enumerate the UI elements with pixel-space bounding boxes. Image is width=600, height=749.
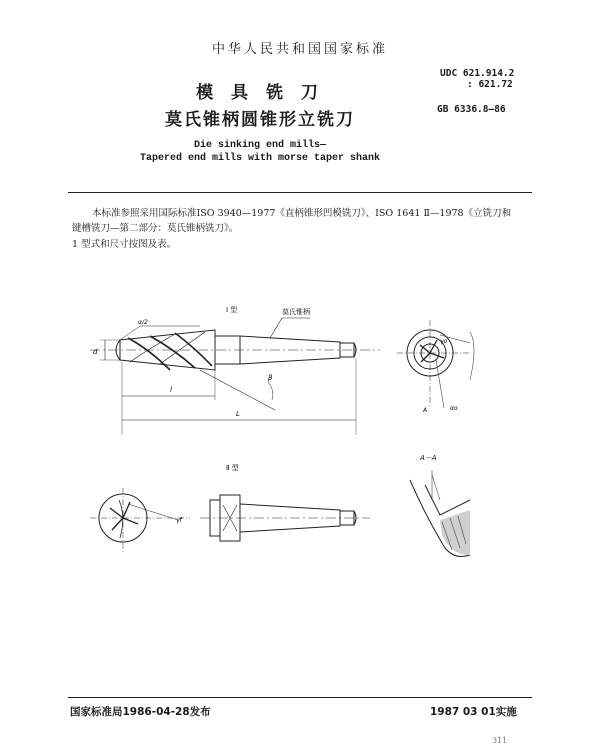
type2-end-mill	[200, 495, 370, 541]
issue-date: 国家标准局1986-04-28发布	[70, 706, 211, 718]
english-title-line-1: Die sinking end mills—	[193, 140, 327, 151]
type1-label: Ⅰ 型	[226, 306, 238, 314]
document-subtitle: 莫氏锥柄圆锥形立铣刀	[165, 110, 355, 130]
section-a-a-label: A－A	[420, 454, 437, 462]
shank-label: 莫氏锥柄	[282, 308, 310, 316]
type2-label: Ⅱ 型	[226, 464, 239, 472]
type1-end-view	[397, 320, 474, 408]
footer-divider	[68, 697, 532, 698]
type1-end-mill	[90, 318, 380, 435]
gamma-f-label: γf	[176, 517, 182, 524]
page-number: 311	[492, 736, 508, 745]
section-A-mark: A	[423, 407, 428, 414]
reference-paragraph-line-1: 本标准参照采用国际标准ISO 3940—1977《直柄锥形凹模铣刀》、ISO 1641 Ⅱ—1978《立铣刀和	[92, 208, 512, 219]
half-angle-label: α/2	[138, 319, 148, 326]
standard-number: GB 6336.8—86	[437, 104, 506, 115]
section-1-heading: 1 型式和尺寸按图及表。	[72, 239, 177, 250]
length-L-label: L	[236, 410, 240, 418]
udc-code: UDC 621.914.2	[440, 68, 515, 79]
document-title: 模 具 铣 刀	[196, 83, 324, 103]
implementation-date: 1987 03 01实施	[430, 706, 517, 718]
gamma-o-label: γo	[440, 338, 448, 345]
technical-drawing	[0, 290, 600, 580]
length-l-label: l	[170, 386, 172, 394]
issuing-organization: 中华人民共和国国家标准	[211, 42, 388, 57]
type2-end-view	[90, 488, 190, 552]
reference-paragraph-line-2: 键槽铣刀—第二部分：莫氏锥柄铣刀》。	[72, 223, 239, 234]
diameter-label: d	[93, 348, 98, 356]
udc-code-secondary: : 621.72	[467, 79, 513, 90]
section-a-a-view	[410, 470, 470, 556]
alpha-o-label: αo	[450, 405, 458, 412]
beta-angle-label: β	[268, 374, 273, 382]
english-title-line-2: Tapered end mills with morse taper shank	[139, 153, 381, 164]
header-divider	[68, 192, 532, 193]
